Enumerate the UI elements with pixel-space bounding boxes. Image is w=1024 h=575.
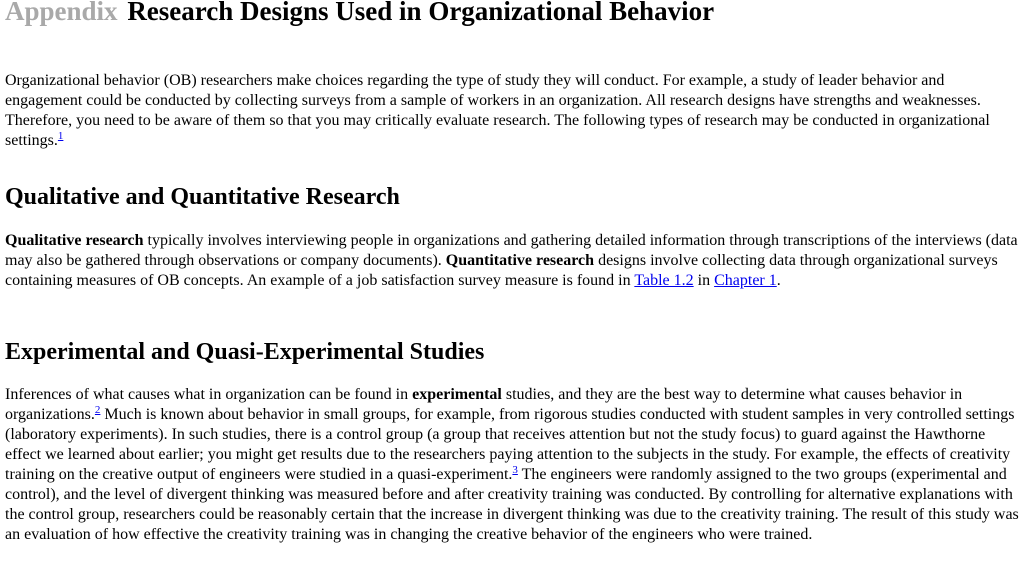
qualitative-text-2: designs involve collecting data through organizational surveys containing measures of OB concepts. An example of a job satisfaction survey measure is found in: [5, 252, 998, 289]
intro-text: Organizational behavior (OB) researchers make choices regarding the type of study they will conduct. For example, a study of leader behavior and engagement could be conducted by collecting surveys from a sample of workers in an organization. All research designs have strengths and weaknesses. Therefore, you need to be aware of them so that you may critically evaluate research. The following types of research may be conducted in organizational settings.: [5, 72, 990, 149]
footnote-link-1[interactable]: 1: [57, 130, 64, 142]
chapter-link[interactable]: Chapter 1: [714, 272, 777, 289]
term-experimental: experimental: [412, 386, 502, 403]
experimental-text-2: studies, and they are the best way to determine what causes behavior in organizations.: [5, 386, 963, 423]
term-qualitative: Qualitative research: [5, 232, 144, 249]
footnote-link-3[interactable]: 3: [512, 464, 518, 476]
experimental-text-3: Much is known about behavior in small groups, for example, from rigorous studies conducted with student samples in very controlled settings (laboratory experiments). In such studies, there is a control group (a group that receives attention but not the study focus) to guard against the Hawthorne effect we learned about earlier; you might get results due to the researchers paying attention to the subjects in the study. For example, the effects of creativity training on the creative output of engineers were studied in a quasi-experiment.: [5, 406, 1015, 483]
qualitative-text-3: in: [693, 272, 715, 289]
experimental-paragraph: [5, 385, 1021, 545]
appendix-label: Appendix: [5, 0, 118, 26]
qualitative-text-1: typically involves interviewing people in organizations and gathering detailed information through transcriptions of the interviews (data may also be gathered through observations or company documents).: [5, 232, 1018, 269]
page-title: [5, 0, 714, 30]
section-heading-experimental: Experimental and Quasi-Experimental Studies: [5, 339, 485, 365]
term-quantitative: Quantitative research: [445, 252, 595, 269]
experimental-text-4: The engineers were randomly assigned to the two groups (experimental and control), and the level of divergent thinking was measured before and after creativity training was conducted. By controlling for alternative explanations with the control group, researchers could be reasonably certain that the increase in divergent thinking was due to the creativity training. The result of this study was an evaluation of how effective the creativity training was in changing the creative behavior of the engineers who were trained.: [5, 466, 1019, 543]
qualitative-text-4: .: [776, 272, 781, 289]
experimental-text-1: Inferences of what causes what in organization can be found in: [5, 386, 413, 403]
footnote-link-2[interactable]: 2: [94, 404, 101, 416]
title-text: Research Designs Used in Organizational Behavior: [127, 0, 715, 26]
qualitative-paragraph: [5, 231, 1021, 291]
intro-paragraph: [5, 71, 1021, 151]
table-link[interactable]: Table 1.2: [634, 272, 694, 289]
section-heading-qualitative: Qualitative and Quantitative Research: [5, 184, 400, 210]
